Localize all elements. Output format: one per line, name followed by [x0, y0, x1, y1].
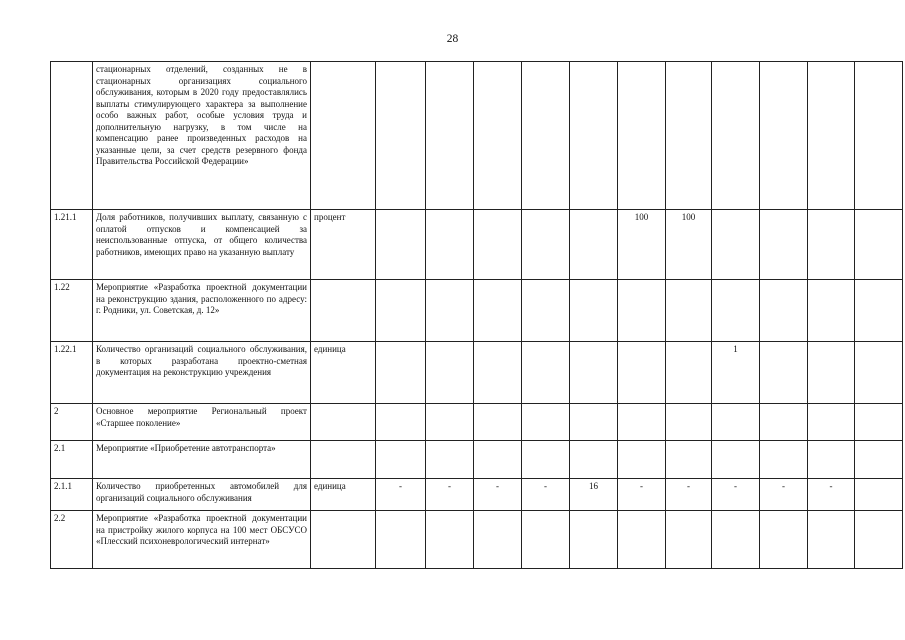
row-unit: единица [311, 342, 376, 404]
value-cell-8 [712, 280, 760, 342]
value-cell-1: - [376, 479, 426, 511]
value-cell-5 [570, 280, 618, 342]
row-unit [311, 280, 376, 342]
value-cell-1 [376, 441, 426, 479]
value-cell-4 [522, 441, 570, 479]
value-cell-11 [855, 62, 903, 210]
value-cell-5 [570, 342, 618, 404]
value-cell-3 [474, 511, 522, 569]
row-description: стационарных отделений, созданных не в стационарных организациях социального обслуживания, которым в 2020 году предоставлялись выплаты стимулирующего характера за выполнение особо важных работ, особые условия труда и дополнительную нагрузку, в том числе на компенсацию ранее произведенных расходов на указанные цели, за счет средств резервного фонда Правительства Российской Федерации» [93, 62, 311, 210]
value-cell-5 [570, 404, 618, 441]
value-cell-2 [426, 62, 474, 210]
row-number: 2.2 [51, 511, 93, 569]
value-cell-1 [376, 342, 426, 404]
value-cell-2: - [426, 479, 474, 511]
value-cell-8 [712, 511, 760, 569]
page-number: 28 [446, 33, 459, 45]
value-cell-5 [570, 441, 618, 479]
value-cell-10 [808, 342, 855, 404]
row-description: Доля работников, получивших выплату, связанную с оплатой отпусков и компенсацией за неиспользованные отпуска, от общего количества работников, имеющих право на указанную выплату [93, 210, 311, 280]
value-cell-6 [618, 62, 666, 210]
value-cell-5 [570, 62, 618, 210]
value-cell-6 [618, 511, 666, 569]
value-cell-4 [522, 280, 570, 342]
value-cell-4 [522, 342, 570, 404]
row-description: Количество организаций социального обслуживания, в которых разработана проектно-сметная документация на реконструкцию учреждения [93, 342, 311, 404]
value-cell-8 [712, 62, 760, 210]
value-cell-9 [760, 511, 808, 569]
value-cell-6 [618, 342, 666, 404]
value-cell-6: - [618, 479, 666, 511]
value-cell-7 [666, 62, 712, 210]
value-cell-6 [618, 404, 666, 441]
value-cell-3 [474, 404, 522, 441]
row-unit: единица [311, 479, 376, 511]
value-cell-4 [522, 62, 570, 210]
value-cell-6 [618, 280, 666, 342]
row-description: Мероприятие «Приобретение автотранспорта» [93, 441, 311, 479]
value-cell-4 [522, 210, 570, 280]
value-cell-10 [808, 511, 855, 569]
value-cell-11 [855, 404, 903, 441]
value-cell-9 [760, 342, 808, 404]
table-row [51, 441, 903, 479]
value-cell-5: 16 [570, 479, 618, 511]
value-cell-11 [855, 441, 903, 479]
value-cell-2 [426, 441, 474, 479]
value-cell-2 [426, 511, 474, 569]
value-cell-6: 100 [618, 210, 666, 280]
value-cell-10 [808, 280, 855, 342]
row-unit [311, 62, 376, 210]
value-cell-1 [376, 210, 426, 280]
table-row [51, 511, 903, 569]
value-cell-3 [474, 210, 522, 280]
value-cell-7 [666, 441, 712, 479]
value-cell-2 [426, 280, 474, 342]
value-cell-9 [760, 210, 808, 280]
value-cell-7 [666, 280, 712, 342]
value-cell-8: - [712, 479, 760, 511]
row-number [51, 62, 93, 210]
value-cell-4 [522, 404, 570, 441]
value-cell-1 [376, 280, 426, 342]
value-cell-1 [376, 404, 426, 441]
value-cell-5 [570, 511, 618, 569]
value-cell-9 [760, 62, 808, 210]
value-cell-2 [426, 210, 474, 280]
value-cell-9 [760, 280, 808, 342]
value-cell-3 [474, 62, 522, 210]
value-cell-2 [426, 404, 474, 441]
value-cell-7 [666, 342, 712, 404]
value-cell-10 [808, 441, 855, 479]
row-number: 2.1 [51, 441, 93, 479]
value-cell-8 [712, 404, 760, 441]
value-cell-9: - [760, 479, 808, 511]
value-cell-7: - [666, 479, 712, 511]
value-cell-7 [666, 511, 712, 569]
indicator-table [50, 61, 903, 569]
value-cell-8 [712, 210, 760, 280]
row-unit: процент [311, 210, 376, 280]
value-cell-10 [808, 62, 855, 210]
table-row [51, 479, 903, 511]
row-description: Мероприятие «Разработка проектной документации на пристройку жилого корпуса на 100 мест ОБСУСО «Плесский психоневрологический интернат» [93, 511, 311, 569]
value-cell-10: - [808, 479, 855, 511]
table-row [51, 342, 903, 404]
value-cell-3: - [474, 479, 522, 511]
value-cell-5 [570, 210, 618, 280]
row-number: 1.22 [51, 280, 93, 342]
row-number: 2 [51, 404, 93, 441]
value-cell-4: - [522, 479, 570, 511]
value-cell-1 [376, 62, 426, 210]
row-unit [311, 441, 376, 479]
row-description: Мероприятие «Разработка проектной документации на реконструкцию здания, расположенного по адресу: г. Родники, ул. Советская, д. 12» [93, 280, 311, 342]
row-description: Основное мероприятие Региональный проект «Старшее поколение» [93, 404, 311, 441]
row-unit [311, 511, 376, 569]
table-row [51, 280, 903, 342]
value-cell-8 [712, 441, 760, 479]
value-cell-9 [760, 441, 808, 479]
table-row [51, 210, 903, 280]
value-cell-11 [855, 280, 903, 342]
table-row [51, 404, 903, 441]
value-cell-7 [666, 404, 712, 441]
value-cell-1 [376, 511, 426, 569]
value-cell-10 [808, 404, 855, 441]
value-cell-8: 1 [712, 342, 760, 404]
value-cell-11 [855, 511, 903, 569]
value-cell-3 [474, 342, 522, 404]
value-cell-4 [522, 511, 570, 569]
value-cell-6 [618, 441, 666, 479]
row-number: 1.21.1 [51, 210, 93, 280]
value-cell-11 [855, 479, 903, 511]
value-cell-11 [855, 210, 903, 280]
table-row [51, 62, 903, 210]
row-number: 2.1.1 [51, 479, 93, 511]
row-description: Количество приобретенных автомобилей для организаций социального обслуживания [93, 479, 311, 511]
value-cell-2 [426, 342, 474, 404]
value-cell-11 [855, 342, 903, 404]
value-cell-3 [474, 280, 522, 342]
value-cell-7: 100 [666, 210, 712, 280]
value-cell-3 [474, 441, 522, 479]
row-unit [311, 404, 376, 441]
value-cell-10 [808, 210, 855, 280]
value-cell-9 [760, 404, 808, 441]
row-number: 1.22.1 [51, 342, 93, 404]
